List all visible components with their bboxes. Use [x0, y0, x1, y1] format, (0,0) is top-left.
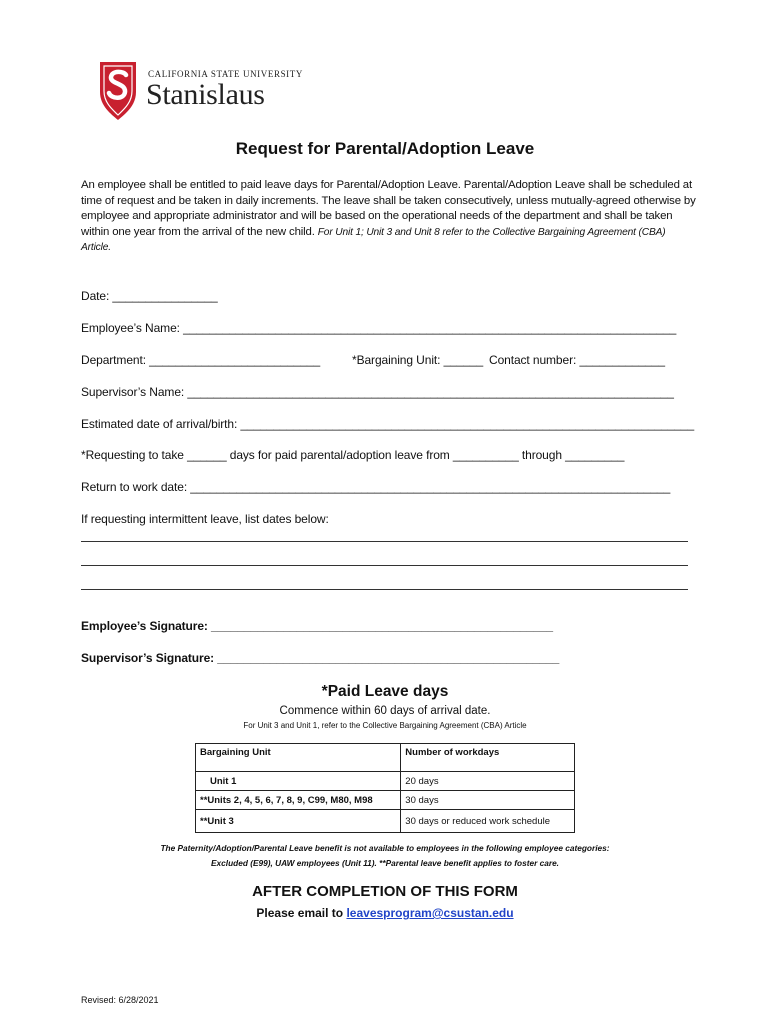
intro-text: An employee shall be entitled to paid leave days for Parental/Adoption Leave. Parental/Adoption Leave shall be scheduled at time of request and be taken in daily increments. The leave shall be taken consecutively, unless mutually-agreed otherwise by employee and appropriate administrator and will be based on the operational needs of the department and shall be taken within one year from the arrival of the new child. [81, 179, 696, 238]
footnote-line-1: The Paternity/Adoption/Parental Leave benefit is not available to employees in the following employee categories: [160, 843, 610, 853]
shield-s-icon [97, 58, 139, 122]
table-cell: 30 days [401, 791, 575, 810]
employee-signature-field[interactable]: Employee’s Signature: ____________________________________________________ [81, 619, 553, 633]
table-row [196, 810, 575, 833]
bargaining-unit-table [195, 743, 575, 833]
intermittent-line-3[interactable] [81, 589, 688, 590]
email-link[interactable]: leavesprogram@csustan.edu [346, 906, 514, 920]
supervisor-signature-field[interactable]: Supervisor’s Signature: ____________________________________________________ [81, 651, 560, 665]
table-cell: 30 days or reduced work schedule [401, 810, 575, 833]
intermittent-line-2[interactable] [81, 565, 688, 566]
table-row [196, 772, 575, 791]
table-cell: 20 days [401, 772, 575, 791]
table-header: Bargaining Unit [196, 744, 401, 772]
bargaining-unit-field[interactable]: *Bargaining Unit: ______ [352, 353, 484, 367]
contact-number-field[interactable]: Contact number: _____________ [489, 353, 665, 367]
email-prefix: Please email to [256, 906, 347, 920]
intermittent-line-1[interactable] [81, 541, 688, 542]
cba-reference-text: For Unit 3 and Unit 1, refer to the Collective Bargaining Agreement (CBA) Article [243, 721, 527, 730]
requesting-days-field[interactable]: *Requesting to take ______ days for paid parental/adoption leave from __________ through _________ [81, 448, 625, 462]
form-title: Request for Parental/Adoption Leave [235, 139, 535, 158]
intro-note: For Unit 1; Unit 3 and Unit 8 refer to the Collective Bargaining Agreement (CBA) Article. [81, 226, 666, 254]
table-cell: **Unit 3 [196, 810, 401, 833]
logo-campus-text: Stanislaus [146, 78, 265, 111]
revised-date: Revised: 6/28/2021 [81, 995, 159, 1005]
logo-university-text: CALIFORNIA STATE UNIVERSITY [148, 69, 303, 79]
table-cell: **Units 2, 4, 5, 6, 7, 8, 9, C99, M80, M98 [196, 791, 401, 810]
footnote-line-2: Excluded (E99), UAW employees (Unit 11). **Parental leave benefit applies to foster care. [211, 858, 559, 868]
table-header: Number of workdays [401, 744, 575, 772]
commence-text: Commence within 60 days of arrival date. [279, 705, 491, 717]
after-completion-heading: AFTER COMPLETION OF THIS FORM [252, 883, 518, 900]
table-header-row [196, 744, 575, 772]
university-logo [97, 58, 303, 122]
estimated-date-field[interactable]: Estimated date of arrival/birth: _____________________________________________________________________ [81, 417, 695, 431]
return-date-field[interactable]: Return to work date: _________________________________________________________________________ [81, 480, 671, 494]
department-field[interactable]: Department: __________________________ [81, 353, 321, 367]
intermittent-leave-label: If requesting intermittent leave, list dates below: [81, 512, 329, 526]
supervisor-name-field[interactable]: Supervisor’s Name: __________________________________________________________________________ [81, 385, 674, 399]
date-field[interactable]: Date: ________________ [81, 289, 218, 303]
table-cell: Unit 1 [196, 772, 401, 791]
intro-paragraph [81, 178, 696, 256]
paid-leave-heading: *Paid Leave days [321, 683, 449, 700]
email-instruction [0, 906, 770, 920]
table-row [196, 791, 575, 810]
employee-name-field[interactable]: Employee’s Name: ___________________________________________________________________________ [81, 321, 677, 335]
